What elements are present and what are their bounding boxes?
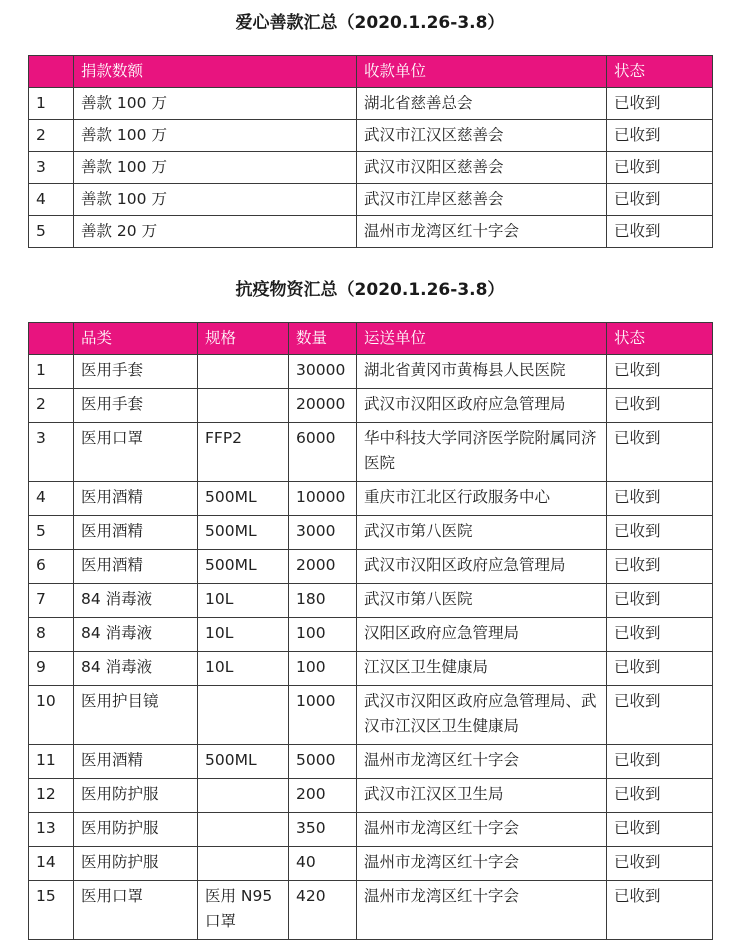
cell-category: 医用口罩 [74, 423, 198, 482]
cell-quantity: 200 [289, 779, 357, 813]
cell-recipient: 武汉市汉阳区政府应急管理局、武汉市江汉区卫生健康局 [357, 686, 607, 745]
cell-quantity: 180 [289, 584, 357, 618]
cell-status: 已收到 [607, 779, 713, 813]
cell-category: 医用酒精 [74, 550, 198, 584]
donations-header-row [29, 56, 713, 88]
table-row [29, 120, 713, 152]
table-row [29, 516, 713, 550]
cell-index: 5 [29, 516, 74, 550]
cell-index: 11 [29, 745, 74, 779]
cell-spec: 10L [198, 618, 289, 652]
cell-status: 已收到 [607, 745, 713, 779]
cell-index: 4 [29, 184, 74, 216]
cell-recipient: 江汉区卫生健康局 [357, 652, 607, 686]
cell-status: 已收到 [607, 813, 713, 847]
table-row [29, 88, 713, 120]
cell-category: 医用防护服 [74, 779, 198, 813]
cell-status: 已收到 [607, 88, 713, 120]
cell-spec: FFP2 [198, 423, 289, 482]
header-quantity: 数量 [289, 323, 357, 355]
header-spec: 规格 [198, 323, 289, 355]
cell-quantity: 100 [289, 618, 357, 652]
cell-spec: 500ML [198, 745, 289, 779]
table-row [29, 355, 713, 389]
cell-status: 已收到 [607, 550, 713, 584]
cell-recipient: 武汉市江岸区慈善会 [357, 184, 607, 216]
cell-recipient: 华中科技大学同济医学院附属同济医院 [357, 423, 607, 482]
table-row [29, 389, 713, 423]
cell-status: 已收到 [607, 652, 713, 686]
cell-spec: 10L [198, 584, 289, 618]
cell-spec [198, 389, 289, 423]
cell-spec [198, 686, 289, 745]
cell-index: 7 [29, 584, 74, 618]
cell-recipient: 武汉市汉阳区慈善会 [357, 152, 607, 184]
cell-status: 已收到 [607, 847, 713, 881]
supplies-table [28, 322, 713, 940]
cell-recipient: 武汉市江汉区卫生局 [357, 779, 607, 813]
cell-amount: 善款 100 万 [74, 184, 357, 216]
cell-index: 4 [29, 482, 74, 516]
cell-recipient: 武汉市汉阳区政府应急管理局 [357, 389, 607, 423]
cell-amount: 善款 100 万 [74, 120, 357, 152]
cell-quantity: 3000 [289, 516, 357, 550]
table-row [29, 216, 713, 248]
cell-category: 医用酒精 [74, 482, 198, 516]
cell-status: 已收到 [607, 216, 713, 248]
cell-quantity: 5000 [289, 745, 357, 779]
cell-status: 已收到 [607, 355, 713, 389]
cell-recipient: 武汉市汉阳区政府应急管理局 [357, 550, 607, 584]
cell-quantity: 420 [289, 881, 357, 940]
cell-recipient: 温州市龙湾区红十字会 [357, 881, 607, 940]
cell-recipient: 重庆市江北区行政服务中心 [357, 482, 607, 516]
cell-recipient: 武汉市江汉区慈善会 [357, 120, 607, 152]
cell-quantity: 350 [289, 813, 357, 847]
cell-index: 2 [29, 120, 74, 152]
cell-index: 6 [29, 550, 74, 584]
cell-category: 医用手套 [74, 355, 198, 389]
table-row [29, 881, 713, 940]
cell-recipient: 汉阳区政府应急管理局 [357, 618, 607, 652]
cell-recipient: 温州市龙湾区红十字会 [357, 745, 607, 779]
cell-quantity: 20000 [289, 389, 357, 423]
cell-recipient: 温州市龙湾区红十字会 [357, 813, 607, 847]
cell-spec: 500ML [198, 550, 289, 584]
cell-spec [198, 813, 289, 847]
table-row [29, 550, 713, 584]
donations-table [28, 55, 713, 248]
cell-status: 已收到 [607, 152, 713, 184]
supplies-header-row [29, 323, 713, 355]
cell-spec: 500ML [198, 482, 289, 516]
cell-category: 医用口罩 [74, 881, 198, 940]
cell-category: 医用酒精 [74, 745, 198, 779]
header-index [29, 323, 74, 355]
table-row [29, 652, 713, 686]
header-recipient: 运送单位 [357, 323, 607, 355]
cell-index: 5 [29, 216, 74, 248]
cell-status: 已收到 [607, 389, 713, 423]
header-recipient: 收款单位 [357, 56, 607, 88]
cell-index: 15 [29, 881, 74, 940]
table-row [29, 686, 713, 745]
cell-index: 12 [29, 779, 74, 813]
cell-category: 医用护目镜 [74, 686, 198, 745]
cell-category: 84 消毒液 [74, 584, 198, 618]
cell-index: 8 [29, 618, 74, 652]
table-row [29, 482, 713, 516]
cell-status: 已收到 [607, 686, 713, 745]
cell-quantity: 10000 [289, 482, 357, 516]
cell-index: 14 [29, 847, 74, 881]
cell-quantity: 2000 [289, 550, 357, 584]
cell-index: 1 [29, 355, 74, 389]
cell-index: 9 [29, 652, 74, 686]
header-status: 状态 [607, 56, 713, 88]
table-row [29, 813, 713, 847]
donations-title: 爱心善款汇总（2020.1.26-3.8） [235, 13, 505, 33]
cell-category: 医用酒精 [74, 516, 198, 550]
cell-quantity: 30000 [289, 355, 357, 389]
cell-category: 医用防护服 [74, 813, 198, 847]
header-category: 品类 [74, 323, 198, 355]
cell-quantity: 40 [289, 847, 357, 881]
cell-index: 1 [29, 88, 74, 120]
table-row [29, 847, 713, 881]
cell-recipient: 湖北省黄冈市黄梅县人民医院 [357, 355, 607, 389]
cell-status: 已收到 [607, 584, 713, 618]
cell-recipient: 武汉市第八医院 [357, 584, 607, 618]
header-index [29, 56, 74, 88]
table-row [29, 779, 713, 813]
cell-index: 3 [29, 152, 74, 184]
table-row [29, 184, 713, 216]
cell-index: 13 [29, 813, 74, 847]
cell-quantity: 1000 [289, 686, 357, 745]
table-row [29, 745, 713, 779]
supplies-title: 抗疫物资汇总（2020.1.26-3.8） [235, 280, 505, 300]
cell-amount: 善款 100 万 [74, 152, 357, 184]
cell-spec [198, 847, 289, 881]
cell-index: 10 [29, 686, 74, 745]
cell-spec: 500ML [198, 516, 289, 550]
cell-quantity: 6000 [289, 423, 357, 482]
cell-recipient: 武汉市第八医院 [357, 516, 607, 550]
cell-spec [198, 355, 289, 389]
header-amount: 捐款数额 [74, 56, 357, 88]
table-row [29, 618, 713, 652]
cell-status: 已收到 [607, 482, 713, 516]
cell-recipient: 温州市龙湾区红十字会 [357, 847, 607, 881]
cell-category: 84 消毒液 [74, 618, 198, 652]
cell-spec [198, 779, 289, 813]
cell-spec: 医用 N95 口罩 [198, 881, 289, 940]
cell-amount: 善款 100 万 [74, 88, 357, 120]
cell-recipient: 温州市龙湾区红十字会 [357, 216, 607, 248]
cell-status: 已收到 [607, 881, 713, 940]
cell-status: 已收到 [607, 423, 713, 482]
cell-status: 已收到 [607, 618, 713, 652]
cell-quantity: 100 [289, 652, 357, 686]
cell-category: 84 消毒液 [74, 652, 198, 686]
cell-status: 已收到 [607, 120, 713, 152]
cell-index: 2 [29, 389, 74, 423]
cell-status: 已收到 [607, 516, 713, 550]
cell-index: 3 [29, 423, 74, 482]
cell-recipient: 湖北省慈善总会 [357, 88, 607, 120]
header-status: 状态 [607, 323, 713, 355]
table-row [29, 584, 713, 618]
cell-category: 医用手套 [74, 389, 198, 423]
cell-spec: 10L [198, 652, 289, 686]
cell-amount: 善款 20 万 [74, 216, 357, 248]
table-row [29, 423, 713, 482]
table-row [29, 152, 713, 184]
cell-status: 已收到 [607, 184, 713, 216]
cell-category: 医用防护服 [74, 847, 198, 881]
